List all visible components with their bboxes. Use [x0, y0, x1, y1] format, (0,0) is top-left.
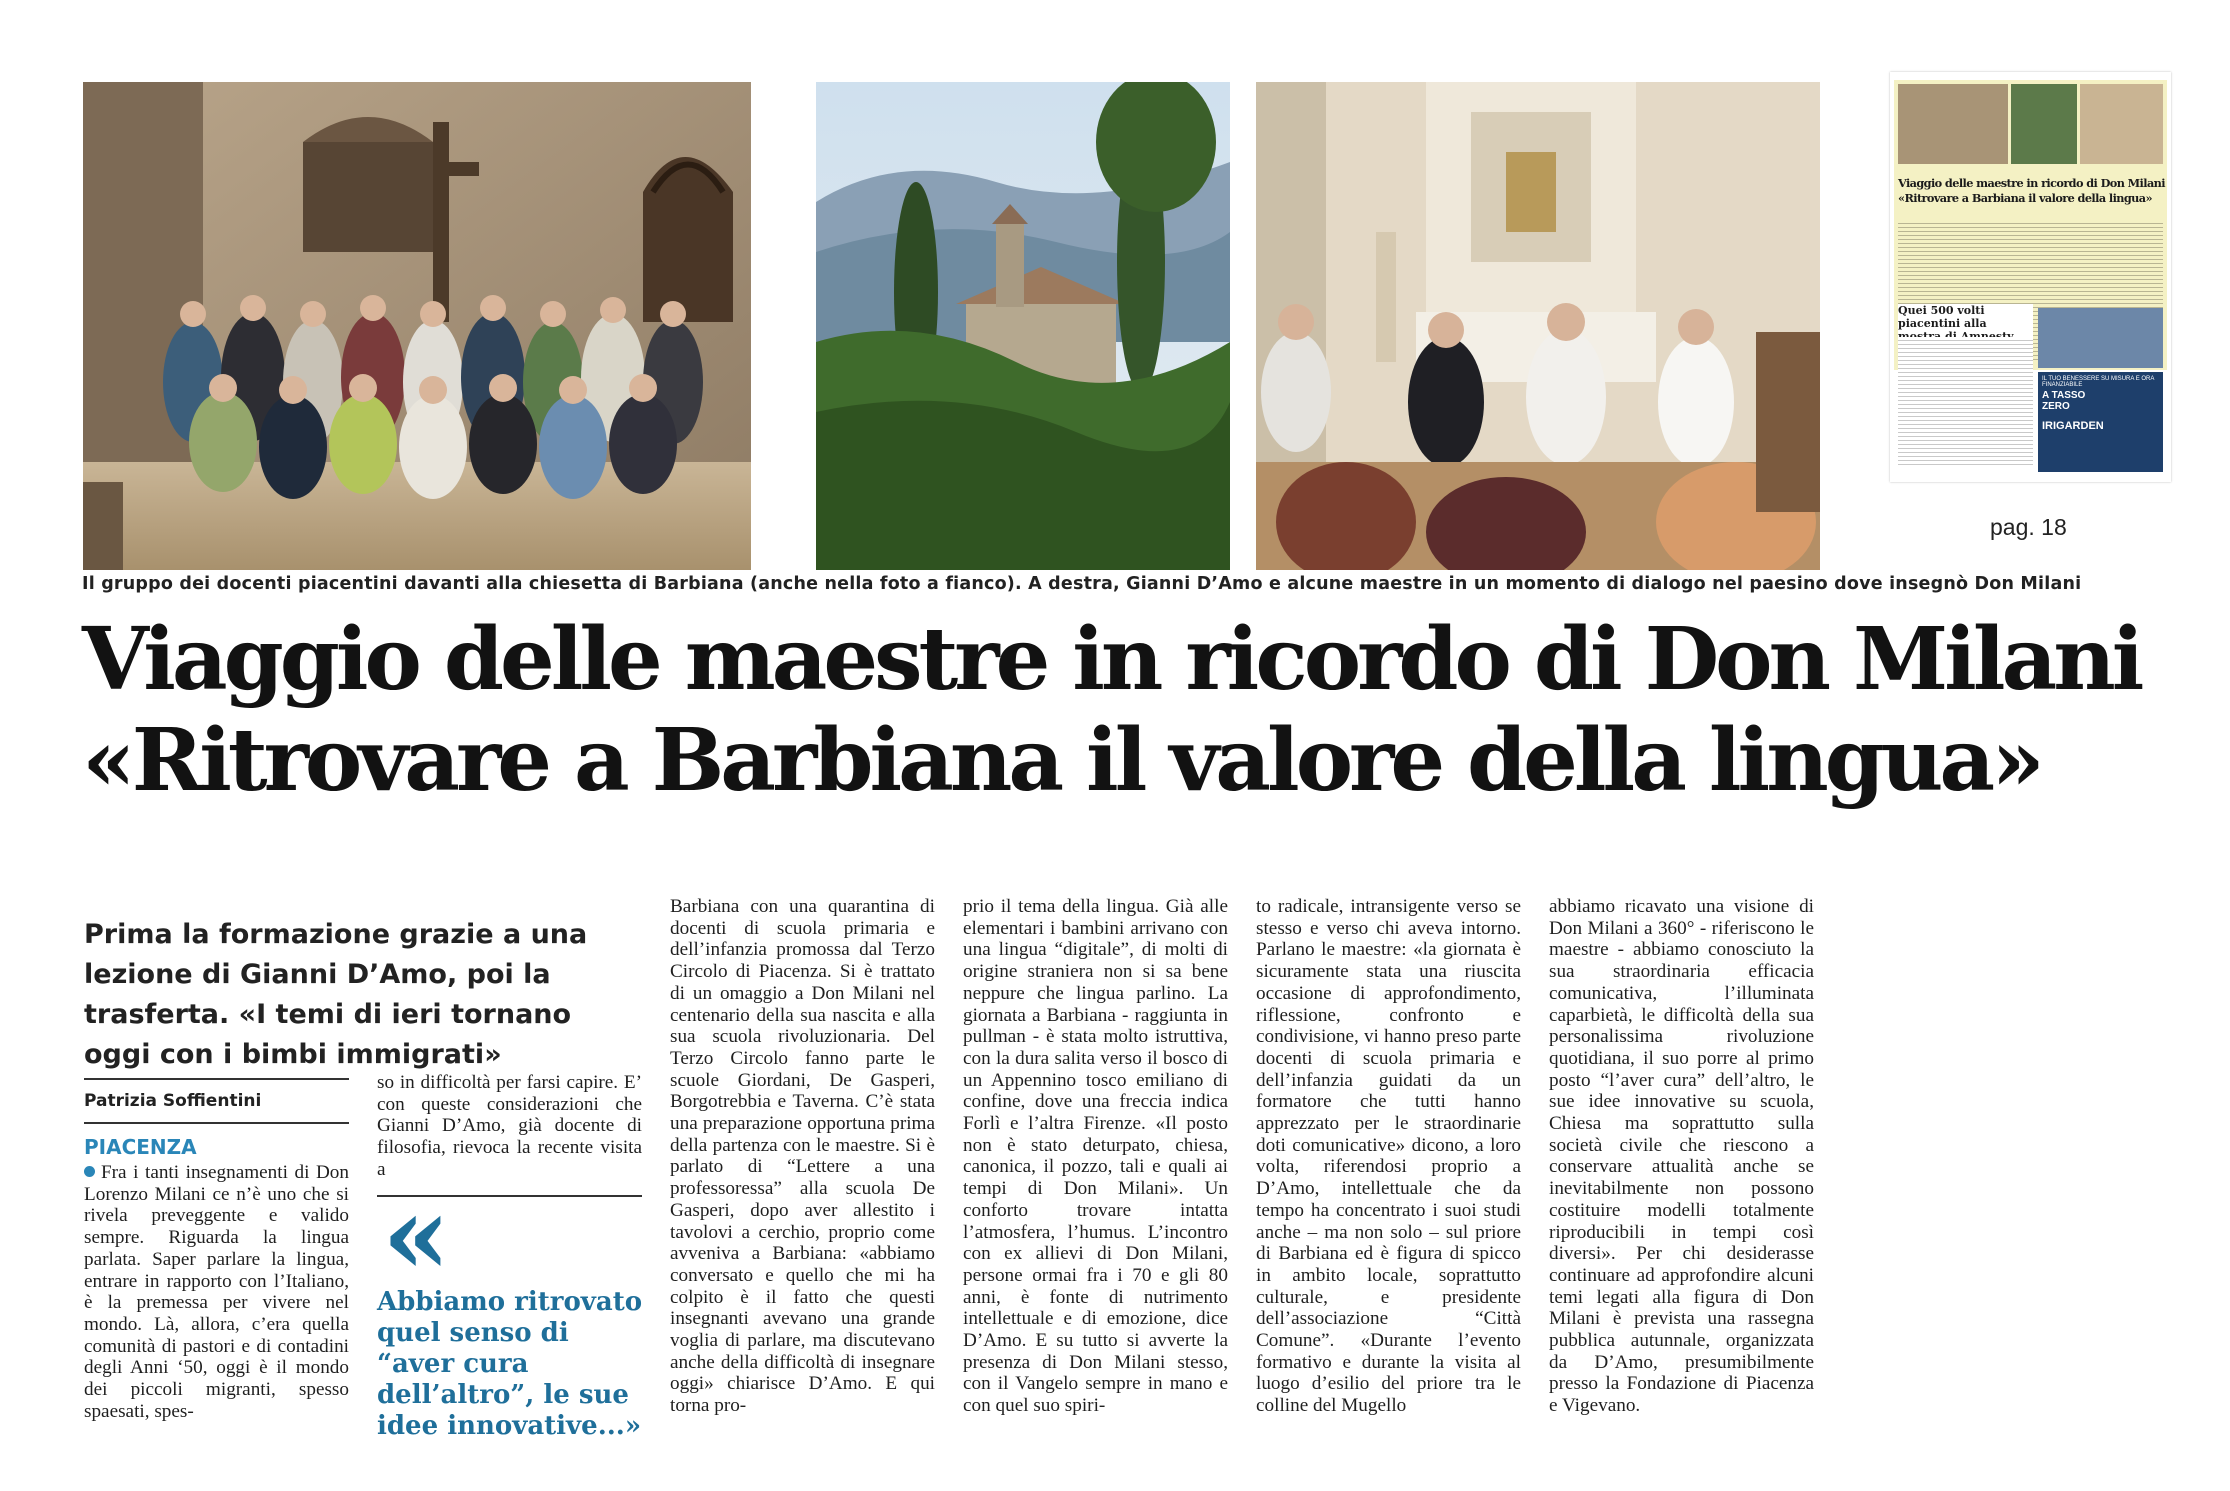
ad-line-2: FINANZIABILE [2042, 382, 2083, 388]
thumbnail-photo-2 [2011, 84, 2077, 164]
article-column-5 [1256, 896, 1521, 1417]
byline-bottom-rule [84, 1122, 349, 1124]
page-reference: pag. 18 [1990, 514, 2067, 540]
thumbnail-headline-1: Viaggio delle maestre in ricordo di Don Milani [1898, 176, 2165, 190]
pull-quote: Abbiamo ritrovato quel senso di “aver cura dell’altro”, le sue idee innovative...» [377, 1287, 643, 1441]
article-column-6 [1549, 896, 1814, 1417]
article-column-1 [84, 1162, 349, 1422]
quote-mark-icon: « [382, 1170, 451, 1299]
dateline: PIACENZA [84, 1135, 197, 1159]
thumbnail-headline-2: «Ritrovare a Barbiana il valore della lingua» [1898, 191, 2152, 205]
column-1-text: Fra i tanti insegnamenti di Don Lorenzo Milani ce n’è uno che si rivela preveggente e valido sempre. Riguarda la lingua parlata. Saper parlare la lingua, entrare in rapporto con l’Italiano, è la premessa per vivere nel mondo. Là, allora, c’era quella comunità di pastori e di contadini degli Anni ‘50, oggi è il mondo dei piccoli migranti, spesso spaesati, spes- [84, 1162, 349, 1422]
column-3-text: Barbiana con una quarantina di docenti di scuola primaria e dell’infanzia promossa dal Terzo Circolo di Piacenza. Si è trattato di un omaggio a Don Milani nel centenario della sua nascita e alla sua scuola rivoluzionaria. Del Terzo Circolo fanno parte le scuole Giordani, De Gasperi, Borgotrebbia e Taverna. C’è stata una preparazione opportuna prima della partenza con le maestre. Si è parlato di “Lettere a una professoressa” alla scuola De Gasperi, dopo aver allestito i tavolovi a cerchio, proprio come avveniva a Barbiana: «abbiamo conversato e quello che mi ha colpito è il fatto che questi insegnanti avevano una grande voglia di parlare, ma discutevano anche della difficoltà di insegnare oggi» chiarisce D’Amo. E qui torna pro- [670, 896, 935, 1417]
article-column-2 [377, 1072, 642, 1181]
headline-line-2: «Ritrovare a Barbiana il valore della lingua» [82, 709, 2041, 811]
thumbnail-ad [2038, 372, 2163, 472]
ad-line-3: A TASSO [2042, 390, 2086, 401]
thumbnail-secondary-headline: Quei 500 volti piacentini alla [1898, 304, 2033, 343]
ad-line-4: ZERO [2042, 401, 2070, 412]
article-column-4 [963, 896, 1228, 1417]
headline [82, 609, 2141, 811]
ad-line-5: IRIGARDEN [2042, 420, 2104, 432]
photo-caption: Il gruppo dei docenti piacentini davanti alla chiesetta di Barbiana (anche nella foto a fianco). A destra, Gianni D’Amo e alcune maestre in un momento di dialogo nel paesino dove insegnò Don Milani [82, 574, 2082, 594]
thumbnail-photo-3 [2080, 84, 2163, 164]
thumbnail-secondary-photo [2038, 308, 2163, 368]
column-4-text: prio il tema della lingua. Già alle elementari i bambini arrivano con una lingua “digitale”, di molti di origine straniera non si sa bene neppure che lingua parlino. La giornata a Barbiana - raggiunta in pullman - è stata molto istruttiva, con la dura salita verso il bosco di un Appennino tosco emiliano di confine, dove una freccia indica Forlì e l’altra Firenze. «Il posto non è stato deturpato, chiesa, canonica, il pozzo, tali e quali ai tempi di Don Milani». Un conforto trovare intatta l’atmosfera, l’humus. L’incontro con ex allievi di Don Milani, persone ormai fra i 70 e gli 80 anni, è fonte di nutrimento intellettuale e di emozione, dice D’Amo. E su tutto si avverte la presenza di Don Milani stesso, con il Vangelo sempre in mano e con quel suo spiri- [963, 896, 1228, 1417]
article-column-3 [670, 896, 935, 1417]
ad-line-1: IL TUO BENESSERE SU MISURA E ORA [2042, 376, 2155, 382]
column-2-text: so in difficoltà per farsi capire. E’ con queste considerazioni che Gianni D’Amo, già docente di filosofia, rievoca la recente visita a [377, 1072, 642, 1180]
byline: Patrizia Soffientini [84, 1091, 262, 1111]
landscape-photo-image [816, 82, 1230, 570]
bullet-dot-icon [84, 1166, 95, 1177]
photo-barbiana-landscape [816, 82, 1230, 570]
photo-meeting-inside-church [1256, 82, 1820, 570]
meeting-photo-image [1256, 82, 1820, 570]
group-photo-image [83, 82, 751, 570]
headline-line-1: Viaggio delle maestre in ricordo di Don Milani [82, 609, 2141, 710]
photo-group-at-church [83, 82, 751, 570]
subheadline: Prima la formazione grazie a una lezione di Gianni D’Amo, poi la trasferta. «I temi di ieri tornano oggi con i bimbi immigrati» [84, 919, 588, 1070]
column-5-text: to radicale, intransigente verso se stesso e verso chi aveva intorno. Parlano le maestre: «la giornata è sicuramente stata una riuscita occasione di approfondimento, riflessione, confronto e condivisione, vi hanno preso parte docenti di scuola primaria e dell’infanzia guidati da un formatore che tutti hanno apprezzato per le straordinarie doti comunicative» dicono, a loro volta, riferendosi proprio a D’Amo, intellettuale che da tempo ha concentrato i suoi studi anche – ma non solo – sul priore di Barbiana ed è figura di spicco in ambito locale, soprattutto culturale, e presidente dell’associazione “Città Comune”. «Durante l’evento formativo e durante la visita al luogo d’esilio del priore tra le colline del Mugello [1256, 896, 1521, 1417]
thumbnail-secondary-text [1898, 337, 2033, 467]
column-6-text: abbiamo ricavato una visione di Don Milani a 360° - riferiscono le maestre - abbiamo conosciuto la sua straordinaria efficacia comunicativa, l’illuminata caparbietà, le difficoltà della sua personalissima rivoluzione quotidiana, il suo porre al primo posto “l’aver cura” dell’altro, le sue idee innovative su scuola, Chiesa ma soprattutto sulla società civile che riescono a conservare attualità anche se inevitabilmente non possono costituire modelli totalmente riproducibili in tempi così diversi». Per chi desiderasse continuare ad approfondire alcuni temi legati alla figura di Don Milani è prevista una rassegna pubblica autunnale, organizzata da D’Amo, presumibilmente presso la Fondazione di Piacenza e Vigevano. [1549, 896, 1814, 1417]
thumbnail-photos [1898, 84, 2163, 164]
thumbnail-photo-1 [1898, 84, 2008, 164]
page-thumbnail[interactable] [1890, 72, 2171, 482]
byline-top-rule [84, 1078, 349, 1080]
